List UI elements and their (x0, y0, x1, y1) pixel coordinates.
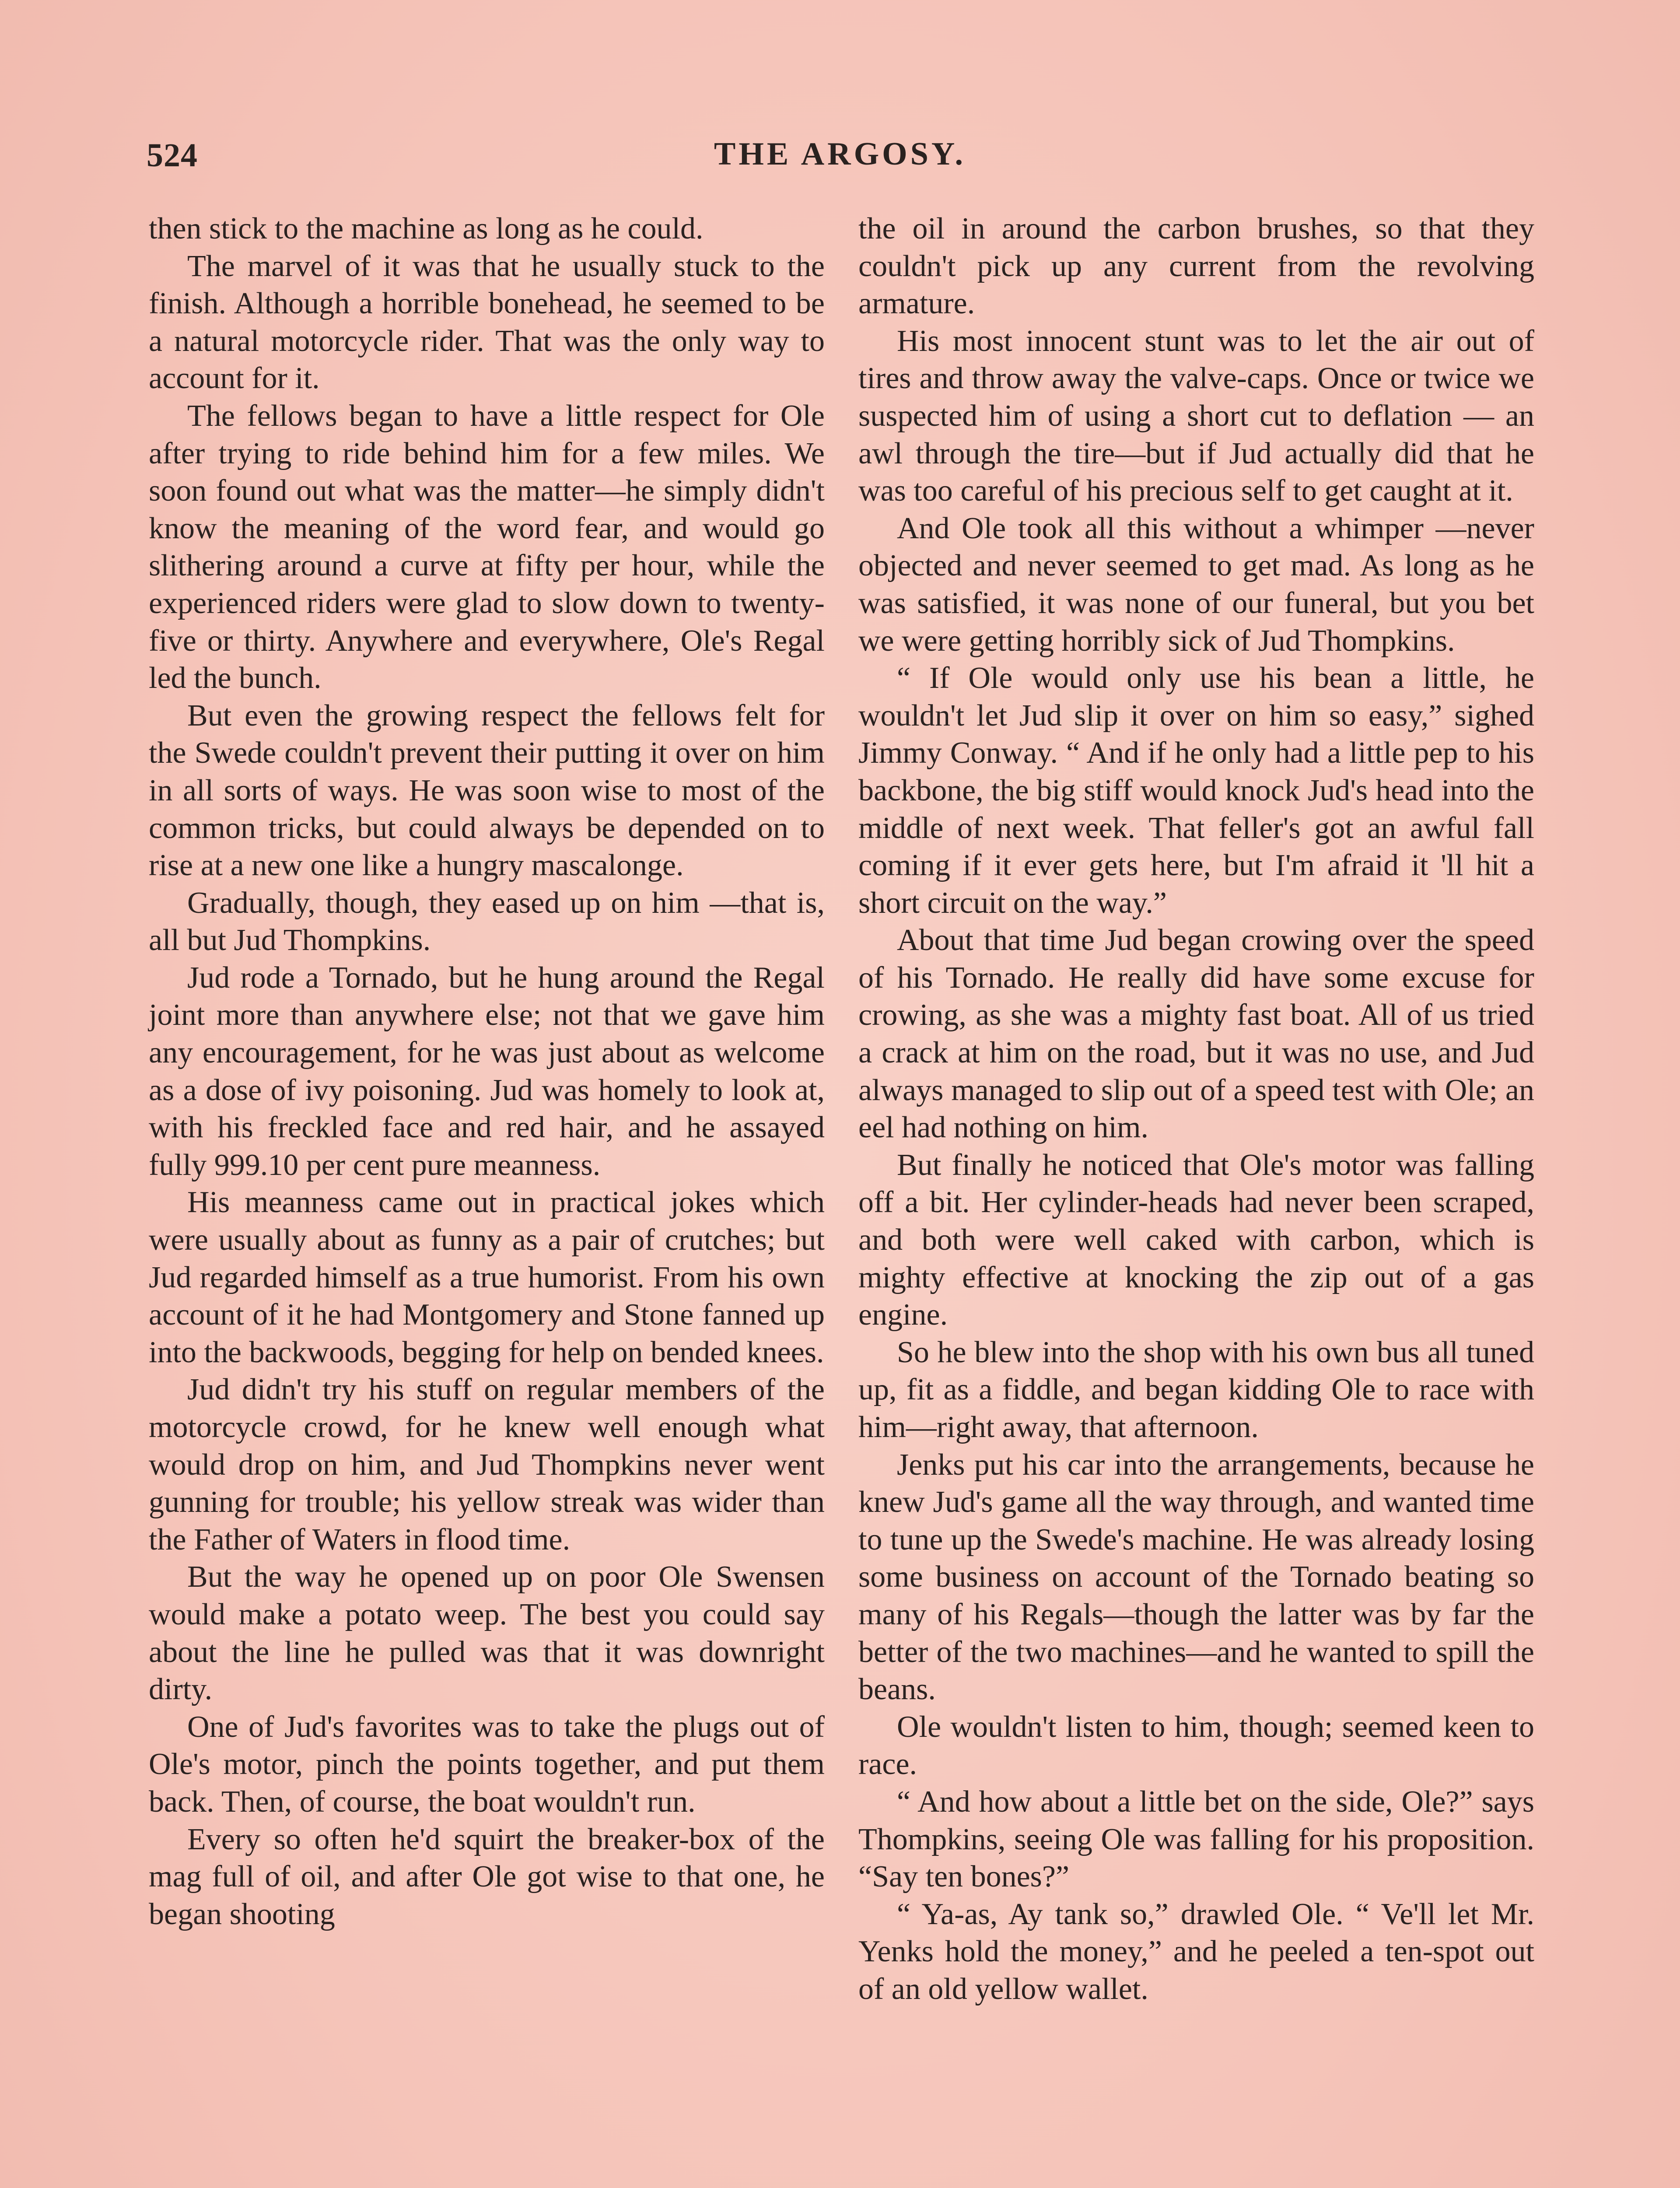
paragraph: But the way he opened up on poor Ole Swensen would make a potato weep. The best you could say about the line he pulled was that it was downright dirty. (149, 1560, 825, 1707)
paragraph: then stick to the machine as long as he could. (149, 212, 704, 245)
paragraph: Jud rode a Tornado, but he hung around the Regal joint more than anywhere else; not that we gave him any encouragement, for he was just about as welcome as a dose of ivy poisoning. Jud was homely to look at, with his freckled face and red hair, and he assayed fully 999.10 per cent pure meanness. (149, 961, 825, 1182)
paragraph: The marvel of it was that he usually stuck to the finish. Although a horrible bonehead, he seemed to be a natural motorcycle rider. That was the only way to account for it. (149, 249, 825, 396)
paragraph: The fellows began to have a little respect for Ole after trying to ride behind him for a few miles. We soon found out what was the matter—he simply didn't know the meaning of the word fear, and would go slithering around a curve at fifty per hour, while the experienced riders were glad to slow down to twenty-five or thirty. Anywhere and everywhere, Ole's Regal led the bunch. (149, 399, 825, 695)
paragraph: Ole wouldn't listen to him, though; seemed keen to race. (858, 1710, 1534, 1781)
paragraph: “ And how about a little bet on the side, Ole?” says Thompkins, seeing Ole was falling for his proposition. “Say ten bones?” (858, 1785, 1534, 1894)
paragraph: And Ole took all this without a whimper —never objected and never seemed to get mad. As long as he was satisfied, it was none of our funeral, but you bet we were getting horribly sick of Jud Thompkins. (858, 511, 1534, 658)
left-column (149, 210, 825, 1933)
paragraph: His meanness came out in practical jokes which were usually about as funny as a pair of crutches; but Jud regarded himself as a true humorist. From his own account of it he had Montgomery and Stone fanned up into the backwoods, begging for help on bended knees. (149, 1185, 825, 1369)
paragraph: “ If Ole would only use his bean a little, he wouldn't let Jud slip it over on him so easy,” sighed Jimmy Conway. “ And if he only had a little pep to his backbone, the big stiff would knock Jud's head into the middle of next week. That feller's got an awful fall coming if it ever gets here, but I'm afraid it 'll hit a short circuit on the way.” (858, 661, 1534, 920)
paragraph: Jenks put his car into the arrangements, because he knew Jud's game all the way through, and wanted time to tune up the Swede's machine. He was already losing some business on account of the Tornado beating so many of his Regals—though the latter was by far the better of the two machines—and he wanted to spill the beans. (858, 1448, 1534, 1707)
paragraph: Gradually, though, they eased up on him —that is, all but Jud Thompkins. (149, 886, 825, 957)
paragraph: So he blew into the shop with his own bus all tuned up, fit as a fiddle, and began kidding Ole to race with him—right away, that afternoon. (858, 1335, 1534, 1444)
paragraph: One of Jud's favorites was to take the plugs out of Ole's motor, pinch the points together, and put them back. Then, of course, the boat wouldn't run. (149, 1710, 825, 1819)
paragraph: About that time Jud began crowing over the speed of his Tornado. He really did have some excuse for crowing, as she was a mighty fast boat. All of us tried a crack at him on the road, but it was no use, and Jud always managed to slip out of a speed test with Ole; an eel had nothing on him. (858, 923, 1534, 1145)
paragraph: “ Ya-as, Ay tank so,” drawled Ole. “ Ve'll let Mr. Yenks hold the money,” and he peeled a ten-spot out of an old yellow wallet. (858, 1897, 1534, 2006)
right-column (858, 210, 1534, 2008)
paragraph: Jud didn't try his stuff on regular members of the motorcycle crowd, for he knew well enough what would drop on him, and Jud Thompkins never went gunning for trouble; his yellow streak was wider than the Father of Waters in flood time. (149, 1373, 825, 1557)
paragraph: the oil in around the carbon brushes, so that they couldn't pick up any current from the revolving armature. (858, 212, 1534, 321)
paragraph: But finally he noticed that Ole's motor was falling off a bit. Her cylinder-heads had never been scraped, and both were well caked with carbon, which is mighty effective at knocking the zip out of a gas engine. (858, 1148, 1534, 1332)
paragraph: But even the growing respect the fellows felt for the Swede couldn't prevent their putting it over on him in all sorts of ways. He was soon wise to most of the common tricks, but could always be depended on to rise at a new one like a hungry mascalonge. (149, 698, 825, 883)
paragraph: His most innocent stunt was to let the air out of tires and throw away the valve-caps. Once or twice we suspected him of using a short cut to deflation — an awl through the tire—but if Jud actually did that he was too careful of his precious self to get caught at it. (858, 324, 1534, 508)
page-number: 524 (147, 137, 198, 174)
running-head: THE ARGOSY. (714, 136, 966, 172)
paragraph: Every so often he'd squirt the breaker-box of the mag full of oil, and after Ole got wise to that one, he began shooting (149, 1822, 825, 1931)
